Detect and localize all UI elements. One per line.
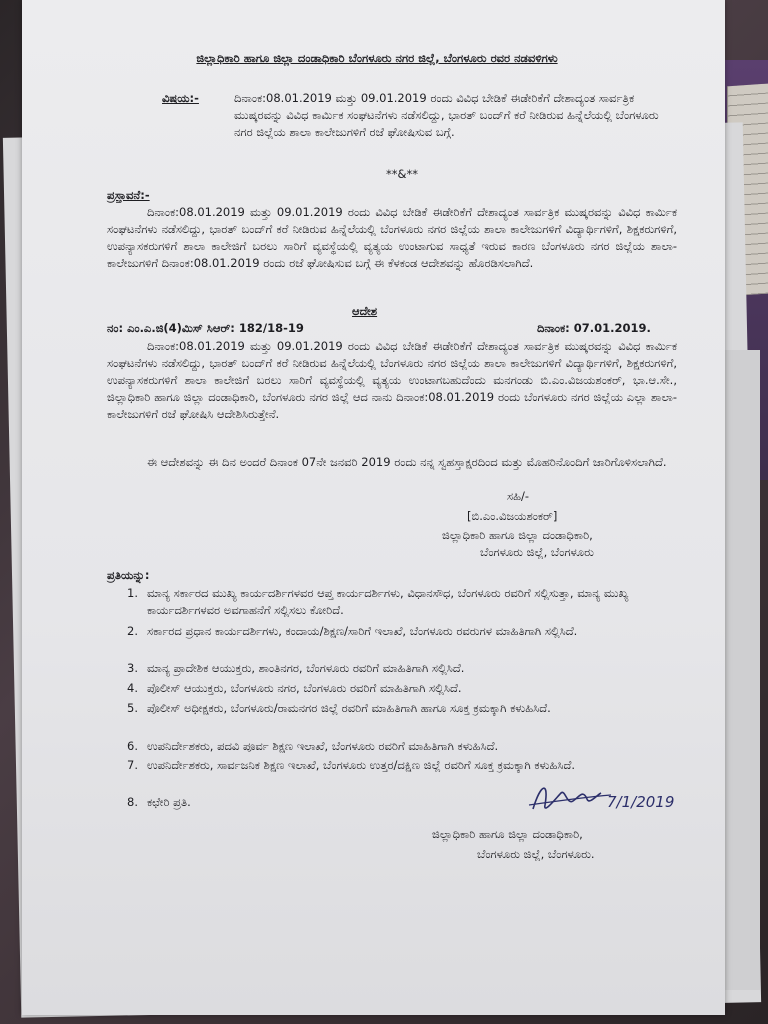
list-item-number: 6. (127, 739, 138, 753)
signature-date: 7/1/2019 (607, 793, 675, 811)
preamble-text: ದಿನಾಂಕ:08.01.2019 ಮತ್ತು 09.01.2019 ರಂದು ವಿವಿಧ ಬೇಡಿಕೆ ಈಡೇರಿಕೆಗೆ ದೇಶಾದ್ಯಂತ ಸಾರ್ವತ್ರಿಕ ಮುಷ್ಕರವನ್ನು ವಿವಿಧ ಕಾರ್ಮಿಕ ಸಂಘಟನೆಗಳು ನಡೆಸಲಿದ್ದು, ಭಾರತ್ ಬಂದ್‌ಗೆ ಕರೆ ನೀಡಿರುವ ಹಿನ್ನೆಲೆಯಲ್ಲಿ ಬೆಂಗಳೂರು ನಗರ ಜಿಲ್ಲೆಯ ಶಾಲಾ ಕಾಲೇಜುಗಳಿಗೆ ವಿದ್ಯಾರ್ಥಿಗಳಿಗೆ, ಶಿಕ್ಷಕರುಗಳಿಗೆ, ಉಪನ್ಯಾಸಕರುಗಳಿಗೆ ಶಾಲಾ ಕಾಲೇಜಿಗೆ ಬರಲು ಸಾರಿಗೆ ವ್ಯವಸ್ಥೆಯಲ್ಲಿ ವ್ಯತ್ಯಯ ಉಂಟಾಗುವ ಸಾಧ್ಯತೆ ಇರುವ ಕಾರಣ ಬೆಂಗಳೂರು ನಗರ ಜಿಲ್ಲೆಯ ಶಾಲಾ-ಕಾಲೇಜುಗಳಿಗೆ ದಿನಾಂಕ:08.01.2019 ರಂದು ರಜೆ ಘೋಷಿಸುವ ಬಗ್ಗೆ ಈ ಕೆಳಕಂಡ ಆದೇಶವನ್ನು ಹೊರಡಿಸಲಾಗಿದೆ. (107, 205, 677, 270)
list-item-text: ಉಪನಿರ್ದೇಶಕರು, ಸಾರ್ವಜನಿಕ ಶಿಕ್ಷಣ ಇಲಾಖೆ, ಬೆಂಗಳೂರು ಉತ್ತರ/ದಕ್ಷಿಣ ಜಿಲ್ಲೆ ರವರಿಗೆ ಸೂಕ್ತ ಕ್ರಮಕ್ಕಾಗಿ ಕಳುಹಿಸಿದೆ. (147, 758, 576, 772)
list-item-text: ಉಪನಿರ್ದೇಶಕರು, ಪದವಿ ಪೂರ್ವ ಶಿಕ್ಷಣ ಇಲಾಖೆ, ಬೆಂಗಳೂರು ರವರಿಗೆ ಮಾಹಿತಿಗಾಗಿ ಕಳುಹಿಸಿದೆ. (147, 739, 499, 753)
list-item (127, 585, 667, 619)
list-item-text: ಮಾನ್ಯ ಪ್ರಾದೇಶಿಕ ಆಯುಕ್ತರು, ಶಾಂತಿನಗರ, ಬೆಂಗಳೂರು ರವರಿಗೆ ಮಾಹಿತಿಗಾಗಿ ಸಲ್ಲಿಸಿದೆ. (147, 661, 465, 675)
list-item (127, 660, 667, 677)
closing-text: ಈ ಆದೇಶವನ್ನು ಈ ದಿನ ಅಂದರೆ ದಿನಾಂಕ 07ನೇ ಜನವರಿ 2019 ರಂದು ನನ್ನ ಸ್ವಹಸ್ತಾಕ್ಷರದಿಂದ ಮತ್ತು ಮೊಹರಿನೊಂದಿಗೆ ಜಾರಿಗೊಳಿಸಲಾಗಿದೆ. (147, 455, 667, 469)
signed-mark: ಸಹಿ/- (507, 489, 530, 503)
separator: **&** (386, 167, 418, 181)
list-item (127, 680, 667, 697)
signer-name: [ಬಿ.ಎಂ.ವಿಜಯಶಂಕರ್] (467, 509, 558, 523)
list-item-number: 4. (127, 681, 138, 695)
list-item-text: ಪೊಲೀಸ್ ಆಯುಕ್ತರು, ಬೆಂಗಳೂರು ನಗರ, ಬೆಂಗಳೂರು ರವರಿಗೆ ಮಾಹಿತಿಗಾಗಿ ಸಲ್ಲಿಸಿದೆ. (147, 681, 462, 695)
order-date: ದಿನಾಂಕ: 07.01.2019. (537, 321, 651, 335)
subject-text: ದಿನಾಂಕ:08.01.2019 ಮತ್ತು 09.01.2019 ರಂದು ವಿವಿಧ ಬೇಡಿಕೆ ಈಡೇರಿಕೆಗೆ ದೇಶಾದ್ಯಂತ ಸಾರ್ವತ್ರಿಕ ಮುಷ್ಕರವನ್ನು ವಿವಿಧ ಕಾರ್ಮಿಕ ಸಂಘಟನೆಗಳು ನಡೆಸಲಿದ್ದು, ಭಾರತ್ ಬಂದ್‌ಗೆ ಕರೆ ನೀಡಿರುವ ಹಿನ್ನೆಲೆಯಲ್ಲಿ ಬೆಂಗಳೂರು ನಗರ ಜಿಲ್ಲೆಯ ಶಾಲಾ ಕಾಲೇಜುಗಳಿಗೆ ರಜೆ ಘೋಷಿಸುವ ಬಗ್ಗೆ. (234, 91, 659, 139)
handwritten-signature (527, 775, 677, 821)
list-item (127, 757, 667, 774)
list-item-number: 3. (127, 661, 138, 675)
document-header: ಜಿಲ್ಲಾಧಿಕಾರಿ ಹಾಗೂ ಜಿಲ್ಲಾ ದಂಡಾಧಿಕಾರಿ ಬೆಂಗಳೂರು ನಗರ ಜಿಲ್ಲೆ, ಬೆಂಗಳೂರು ರವರ ನಡವಳಿಗಳು (196, 51, 558, 65)
order-title: ಆದೇಶ (352, 304, 378, 318)
list-item-number: 1. (127, 586, 138, 600)
order-text: ದಿನಾಂಕ:08.01.2019 ಮತ್ತು 09.01.2019 ರಂದು ವಿವಿಧ ಬೇಡಿಕೆ ಈಡೇರಿಕೆಗೆ ದೇಶಾದ್ಯಂತ ಸಾರ್ವತ್ರಿಕ ಮುಷ್ಕರವನ್ನು ವಿವಿಧ ಕಾರ್ಮಿಕ ಸಂಘಟನೆಗಳು ನಡೆಸಲಿದ್ದು, ಭಾರತ್ ಬಂದ್‌ಗೆ ಕರೆ ನೀಡಿರುವ ಹಿನ್ನೆಲೆಯಲ್ಲಿ ಬೆಂಗಳೂರು ನಗರ ಜಿಲ್ಲೆಯ ಶಾಲಾ ಕಾಲೇಜುಗಳಿಗೆ ವಿದ್ಯಾರ್ಥಿಗಳಿಗೆ, ಶಿಕ್ಷಕರುಗಳಿಗೆ, ಉಪನ್ಯಾಸಕರುಗಳಿಗೆ ಶಾಲಾ ಕಾಲೇಜಿಗೆ ಬರಲು ಸಾರಿಗೆ ವ್ಯವಸ್ಥೆಯಲ್ಲಿ ವ್ಯತ್ಯಯ ಉಂಟಾಗಬಹುದೆಂದು ಮನಗಂಡು ಬಿ.ಎಂ.ವಿಜಯಶಂಕರ್, ಭಾ.ಆ.ಸೇ., ಜಿಲ್ಲಾಧಿಕಾರಿ ಹಾಗೂ ಜಿಲ್ಲಾ ದಂಡಾಧಿಕಾರಿ, ಬೆಂಗಳೂರು ನಗರ ಜಿಲ್ಲೆ ಆದ ನಾನು ದಿನಾಂಕ:08.01.2019 ರಂದು ಬೆಂಗಳೂರು ನಗರ ಜಿಲ್ಲೆಯ ಎಲ್ಲಾ ಶಾಲಾ-ಕಾಲೇಜುಗಳಿಗೆ ರಜೆ ಘೋಷಿಸಿ ಆದೇಶಿಸಿರುತ್ತೇನೆ. (107, 339, 677, 421)
copies-heading: ಪ್ರತಿಯನ್ನು: (107, 568, 150, 582)
list-item-number: 2. (127, 624, 138, 638)
list-item-text: ಮಾನ್ಯ ಸರ್ಕಾರದ ಮುಖ್ಯ ಕಾರ್ಯದರ್ಶಿಗಳವರ ಆಪ್ತ ಕಾರ್ಯದರ್ಶಿಗಳು, ವಿಧಾನಸೌಧ, ಬೆಂಗಳೂರು ರವರಿಗೆ ಸಲ್ಲಿಸುತ್ತಾ, ಮಾನ್ಯ ಮುಖ್ಯ ಕಾರ್ಯದರ್ಶಿಗಳವರ ಅವಗಾಹನೆಗೆ ಸಲ್ಲಿಸಲು ಕೋರಿದೆ. (147, 586, 629, 617)
signer-title: ಜಿಲ್ಲಾಧಿಕಾರಿ ಹಾಗೂ ಜಿಲ್ಲಾ ದಂಡಾಧಿಕಾರಿ, (442, 528, 593, 542)
signer-place: ಬೆಂಗಳೂರು ಜಿಲ್ಲೆ, ಬೆಂಗಳೂರು (480, 545, 594, 559)
preamble-heading: ಪ್ರಸ್ತಾವನೆ:- (107, 188, 150, 202)
list-item (127, 700, 667, 717)
list-item (127, 738, 667, 755)
list-item-text: ಕಛೇರಿ ಪ್ರತಿ. (147, 795, 191, 809)
footer-title: ಜಿಲ್ಲಾಧಿಕಾರಿ ಹಾಗೂ ಜಿಲ್ಲಾ ದಂಡಾಧಿಕಾರಿ, (432, 827, 583, 841)
list-item-number: 5. (127, 701, 138, 715)
list-item-number: 8. (127, 795, 138, 809)
document-page (22, 0, 725, 1015)
subject-label: ವಿಷಯ:- (162, 91, 199, 105)
list-item-text: ಸರ್ಕಾರದ ಪ್ರಧಾನ ಕಾರ್ಯದರ್ಶಿಗಳು, ಕಂದಾಯ/ಶಿಕ್ಷಣ/ಸಾರಿಗೆ ಇಲಾಖೆ, ಬೆಂಗಳೂರು ರವರುಗಳ ಮಾಹಿತಿಗಾಗಿ ಸಲ್ಲಿಸಿದೆ. (147, 624, 578, 638)
list-item-number: 7. (127, 758, 138, 772)
list-item-text: ಪೊಲೀಸ್ ಅಧೀಕ್ಷಕರು, ಬೆಂಗಳೂರು/ರಾಮನಗರ ಜಿಲ್ಲೆ ರವರಿಗೆ ಮಾಹಿತಿಗಾಗಿ ಹಾಗೂ ಸೂಕ್ತ ಕ್ರಮಕ್ಕಾಗಿ ಕಳುಹಿಸಿದೆ. (147, 701, 551, 715)
reference-number: ನಂ: ಎಂ.ಎ.ಜಿ(4)ಮಿಸ್ ಸಿಆರ್: 182/18-19 (107, 321, 304, 335)
footer-place: ಬೆಂಗಳೂರು ಜಿಲ್ಲೆ, ಬೆಂಗಳೂರು. (477, 847, 595, 861)
list-item (127, 623, 667, 640)
